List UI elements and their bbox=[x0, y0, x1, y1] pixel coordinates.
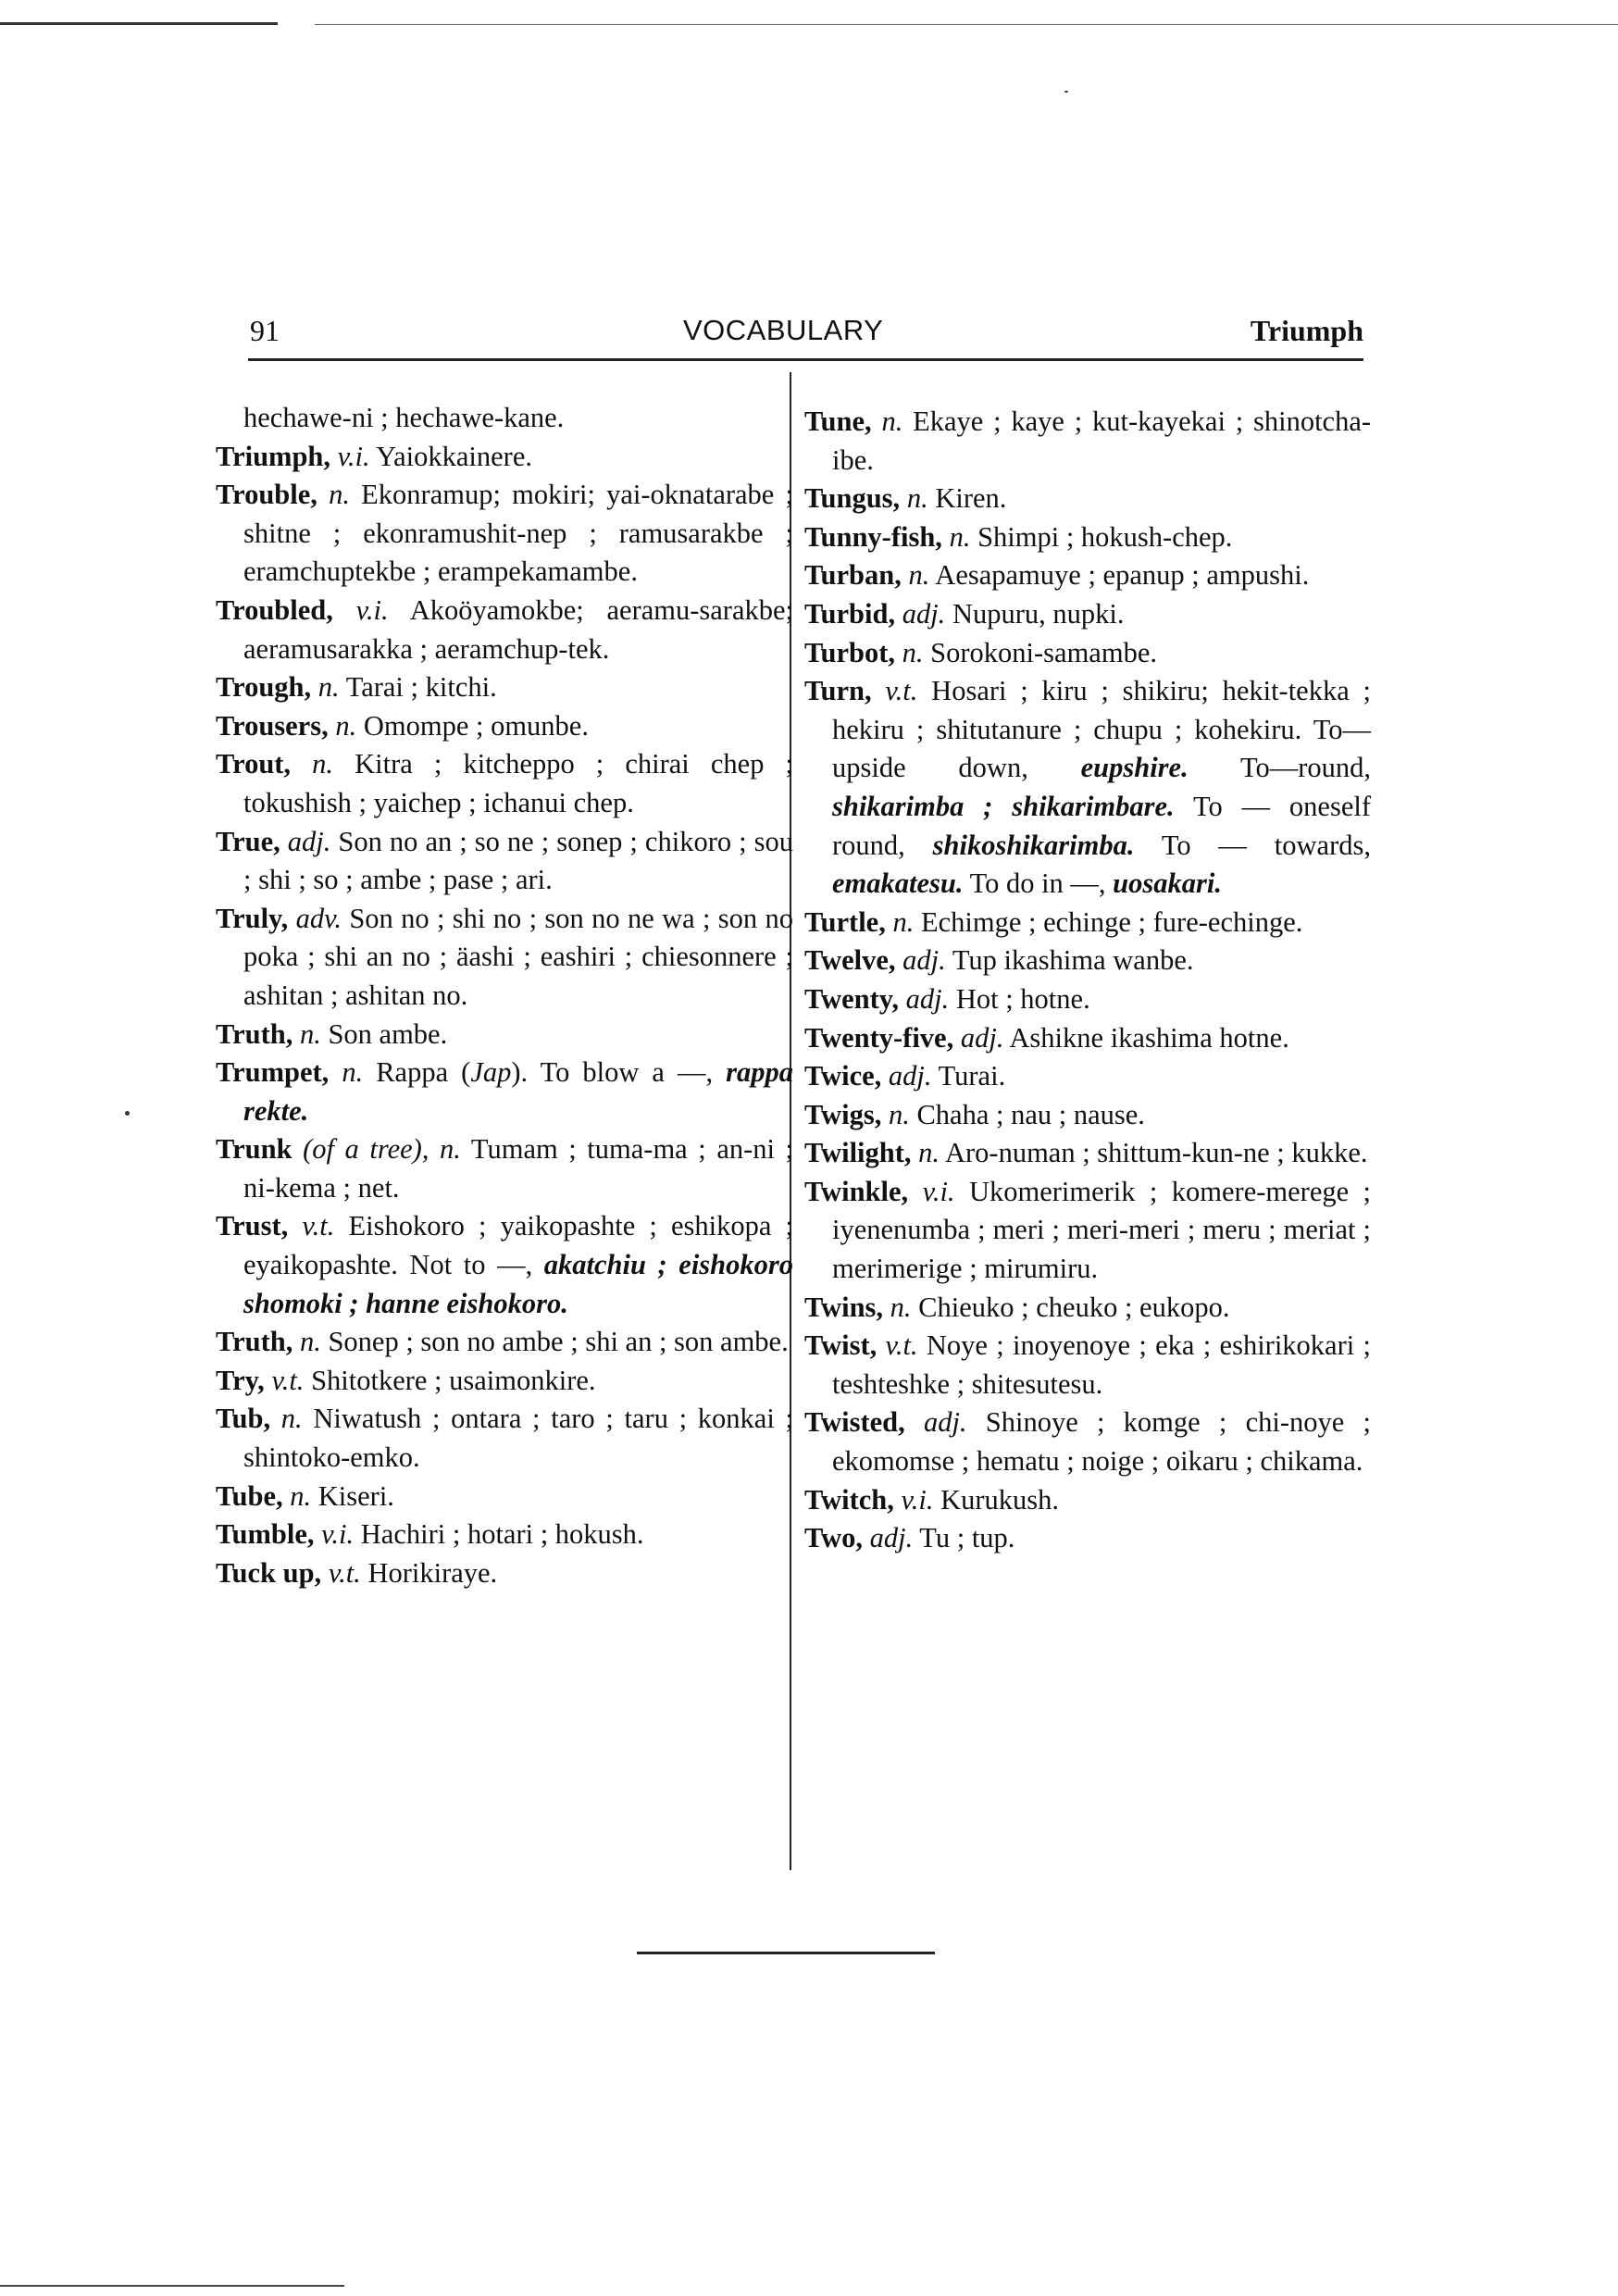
entry-part-of-speech: n. bbox=[329, 479, 350, 511]
entry-definition: Tumam ; tuma-ma ; an-ni ; ni-kema ; net. bbox=[243, 1133, 794, 1204]
dictionary-entry bbox=[804, 1019, 1371, 1058]
right-column bbox=[804, 403, 1371, 1558]
entry-qualifier: (of a tree), bbox=[303, 1133, 429, 1166]
dictionary-entry bbox=[804, 1096, 1371, 1135]
entry-headword: Tub, bbox=[216, 1403, 271, 1435]
entry-part-of-speech: n. bbox=[908, 559, 930, 592]
entry-part-of-speech: adj. bbox=[902, 597, 946, 630]
entry-definition: To—round, bbox=[1239, 752, 1372, 784]
entry-definition: Ekonramup; mokiri; yai-oknatarabe ; shitne ; ekonramushit-nep ; ramusarakbe ; eramchuptekbe ; erampekamambe. bbox=[243, 479, 794, 588]
entry-definition: Kitra ; kitcheppo ; chirai chep ; tokushish ; yaichep ; ichanui chep. bbox=[243, 748, 794, 818]
entry-headword: Try, bbox=[216, 1364, 265, 1396]
entry-headword: Troubled, bbox=[216, 593, 333, 626]
entry-definition: Ashikne ikashima hotne. bbox=[1009, 1021, 1289, 1054]
entry-part-of-speech: v.i. bbox=[321, 1518, 355, 1551]
entry-headword: Tungus, bbox=[804, 482, 901, 515]
entry-headword: Twenty, bbox=[804, 982, 899, 1015]
entry-definition: Tup ikashima wanbe. bbox=[952, 944, 1194, 977]
entry-definition: To — oneself round, bbox=[832, 790, 1372, 861]
entry-definition: Tarai ; kitchi. bbox=[345, 671, 497, 704]
entry-definition: Noye ; inoyenoye ; eka ; eshirikokari ; teshteshke ; shitesutesu. bbox=[832, 1329, 1372, 1400]
dictionary-entry bbox=[216, 707, 793, 746]
entry-definition: Horikiraye. bbox=[367, 1556, 498, 1589]
dictionary-entry bbox=[804, 1404, 1371, 1480]
dictionary-entry bbox=[804, 480, 1371, 518]
entry-definition: Kiseri. bbox=[317, 1479, 394, 1512]
end-rule bbox=[637, 1952, 935, 1954]
entry-part-of-speech: n. bbox=[290, 1479, 312, 1512]
entry-headword: Twigs, bbox=[804, 1098, 882, 1130]
dictionary-entry bbox=[804, 1519, 1371, 1558]
dictionary-entry bbox=[804, 403, 1371, 480]
entry-definition: Rappa ( bbox=[376, 1056, 471, 1089]
entry-definition: hechawe-ni ; hechawe-kane. bbox=[243, 402, 565, 433]
entry-definition: Chieuko ; cheuko ; eukopo. bbox=[918, 1291, 1230, 1323]
entry-definition: ). To blow a —, bbox=[511, 1056, 714, 1089]
entry-headword: Twinkle, bbox=[804, 1175, 909, 1207]
dictionary-entry bbox=[216, 1478, 793, 1516]
entry-headword: Twist, bbox=[804, 1329, 877, 1362]
dictionary-entry bbox=[216, 476, 793, 592]
page-number: 91 bbox=[250, 314, 280, 347]
entry-definition: Echimge ; echinge ; fure-echinge. bbox=[920, 905, 1303, 938]
dictionary-entry bbox=[216, 438, 793, 477]
entry-headword: Trust, bbox=[216, 1210, 289, 1242]
entry-part-of-speech: adj. bbox=[287, 825, 331, 857]
entry-part-of-speech: v.i. bbox=[337, 440, 370, 472]
dictionary-entry bbox=[804, 672, 1371, 904]
entry-headword: Triumph, bbox=[216, 440, 331, 472]
entry-definition: Son ambe. bbox=[328, 1017, 448, 1050]
dictionary-entry bbox=[216, 1362, 793, 1401]
entry-headword: Truth, bbox=[216, 1326, 293, 1358]
entry-headword: Tumble, bbox=[216, 1518, 315, 1551]
dictionary-entry bbox=[804, 1134, 1371, 1173]
entry-definition: Chaha ; nau ; nause. bbox=[916, 1098, 1145, 1130]
dictionary-entry bbox=[804, 1173, 1371, 1289]
entry-headword: Truth, bbox=[216, 1017, 293, 1050]
entry-headword: Trunk bbox=[216, 1133, 292, 1166]
dictionary-entry bbox=[216, 592, 793, 668]
entry-headword: True, bbox=[216, 825, 280, 857]
entry-part-of-speech: v.i. bbox=[922, 1175, 955, 1207]
entry-definition: Shimpi ; hokush-chep. bbox=[977, 520, 1233, 553]
entry-part-of-speech: v.i. bbox=[355, 593, 389, 626]
page-header bbox=[248, 312, 1363, 361]
running-title: VOCABULARY bbox=[683, 314, 884, 346]
entry-definition: Aesapamuye ; epanup ; ampushi. bbox=[935, 559, 1310, 592]
dictionary-entry bbox=[804, 595, 1371, 634]
entry-definition: Shinoye ; komge ; chi-noye ; ekomomse ; hematu ; noige ; oikaru ; chikama. bbox=[832, 1406, 1371, 1478]
entry-headword: Trumpet, bbox=[216, 1056, 330, 1089]
entry-headword: Tuck up, bbox=[216, 1556, 322, 1589]
entry-definition: Kurukush. bbox=[940, 1483, 1060, 1516]
entry-note: Jap bbox=[470, 1056, 512, 1089]
entry-definition: Akoöyamokbe; aeramu-sarakbe; aeramusarakka ; aeramchup-tek. bbox=[243, 593, 794, 665]
dictionary-entry bbox=[804, 1327, 1371, 1404]
dictionary-entry bbox=[216, 1207, 793, 1323]
entry-part-of-speech: n. bbox=[312, 748, 334, 780]
stray-mark bbox=[125, 1111, 130, 1116]
entry-definition: Shitotkere ; usaimonkire. bbox=[311, 1364, 596, 1396]
entry-definition: Son no an ; so ne ; sonep ; chikoro ; sou ; shi ; so ; ambe ; pase ; ari. bbox=[243, 825, 793, 896]
entry-definition: Tu ; tup. bbox=[919, 1522, 1015, 1554]
entry-part-of-speech: n. bbox=[317, 671, 340, 704]
dictionary-entry bbox=[216, 1400, 793, 1477]
entry-example: eupshire. bbox=[1080, 752, 1189, 784]
entry-definition: Aro-numan ; shittum-kun-ne ; kukke. bbox=[944, 1137, 1368, 1169]
entry-part-of-speech: n. bbox=[906, 482, 928, 515]
entry-definition: To — towards, bbox=[1161, 829, 1371, 861]
entry-definition: Omompe ; omunbe. bbox=[363, 709, 589, 742]
entry-headword: Twenty-five, bbox=[804, 1021, 954, 1054]
dictionary-entry bbox=[216, 1516, 793, 1554]
entry-headword: Trough, bbox=[216, 671, 312, 704]
dictionary-entry bbox=[804, 1057, 1371, 1096]
entry-part-of-speech: v.t. bbox=[885, 675, 918, 707]
entry-example: shikoshikarimba. bbox=[932, 829, 1135, 861]
entry-definition: Son no ; shi no ; son no ne wa ; son no poka ; shi an no ; äashi ; eashiri ; chiesonnere ; ashitan ; ashitan no. bbox=[243, 902, 793, 1011]
entry-example: shikarimba ; shikarimbare. bbox=[832, 790, 1175, 822]
left-column bbox=[216, 399, 793, 1592]
guide-word: Triumph bbox=[1250, 314, 1363, 347]
entry-definition: Kiren. bbox=[935, 482, 1007, 515]
entry-headword: Two, bbox=[804, 1522, 863, 1554]
dictionary-entry bbox=[804, 980, 1371, 1019]
dictionary-entry bbox=[804, 904, 1371, 942]
entry-headword: Turbot, bbox=[804, 636, 896, 668]
entry-headword: Turtle, bbox=[804, 905, 886, 938]
entry-headword: Twelve, bbox=[804, 944, 896, 977]
top-scan-rule bbox=[0, 22, 278, 25]
entry-part-of-speech: v.t. bbox=[271, 1364, 305, 1396]
entry-headword: Turban, bbox=[804, 559, 902, 592]
dictionary-entry bbox=[216, 900, 793, 1016]
entry-definition: Hosari ; kiru ; shikiru; hekit-tekka ; hekiru ; shitutanure ; chupu ; kohekiru. To—upside down, bbox=[832, 675, 1371, 784]
entry-part-of-speech: n. bbox=[888, 1098, 910, 1130]
entry-headword: Tune, bbox=[804, 406, 872, 437]
entry-headword: Truly, bbox=[216, 902, 289, 934]
entry-part-of-speech: adj. bbox=[960, 1021, 1004, 1054]
entry-definition: Sonep ; son no ambe ; shi an ; son ambe. bbox=[328, 1326, 789, 1358]
entry-headword: Tunny-fish, bbox=[804, 520, 942, 553]
entry-example: akatchiu ; eishokoro shomoki ; hanne eishokoro. bbox=[243, 1249, 793, 1319]
entry-definition: To do in —, bbox=[969, 867, 1106, 900]
entry-part-of-speech: n. bbox=[918, 1137, 940, 1169]
entry-part-of-speech: n. bbox=[902, 636, 924, 668]
dictionary-entry bbox=[216, 823, 793, 900]
entry-part-of-speech: n. bbox=[335, 709, 357, 742]
dictionary-entry bbox=[216, 1554, 793, 1593]
entry-definition: Hachiri ; hotari ; hokush. bbox=[360, 1518, 644, 1551]
entry-headword: Turn, bbox=[804, 675, 872, 707]
dictionary-entry bbox=[216, 1054, 793, 1130]
entry-definition: Sorokoni-samambe. bbox=[930, 636, 1157, 668]
entry-definition: Yaiokkainere. bbox=[376, 440, 532, 472]
entry-part-of-speech: n. bbox=[280, 1403, 303, 1435]
top-scan-rule-thin bbox=[315, 24, 1618, 25]
dictionary-entry bbox=[804, 556, 1371, 595]
entry-part-of-speech: adj. bbox=[923, 1406, 967, 1439]
entry-part-of-speech: v.t. bbox=[328, 1556, 361, 1589]
entry-part-of-speech: v.i. bbox=[901, 1483, 934, 1516]
entry-headword: Twilight, bbox=[804, 1137, 912, 1169]
dictionary-entry bbox=[804, 634, 1371, 673]
dictionary-entry bbox=[216, 1130, 793, 1207]
entry-part-of-speech: n. bbox=[440, 1133, 461, 1166]
entry-definition: Ukomerimerik ; komere-merege ; iyenenumba ; meri ; meri-meri ; meru ; meriat ; merimerige ; mirumiru. bbox=[832, 1175, 1372, 1285]
entry-example: uosakari. bbox=[1113, 867, 1222, 900]
entry-definition: Turai. bbox=[938, 1060, 1006, 1092]
entry-part-of-speech: n. bbox=[949, 520, 971, 553]
entry-part-of-speech: n. bbox=[299, 1326, 321, 1358]
entry-part-of-speech: n. bbox=[299, 1017, 321, 1050]
entry-part-of-speech: adj. bbox=[869, 1522, 914, 1554]
entry-definition: Nupuru, nupki. bbox=[952, 597, 1125, 630]
dictionary-entry bbox=[804, 1481, 1371, 1520]
entry-headword: Twisted, bbox=[804, 1406, 905, 1439]
dictionary-entry bbox=[216, 668, 793, 707]
dictionary-entry bbox=[804, 518, 1371, 557]
entry-part-of-speech: n. bbox=[892, 905, 915, 938]
entry-headword: Tube, bbox=[216, 1479, 283, 1512]
dictionary-entry bbox=[216, 745, 793, 822]
stray-mark bbox=[1064, 91, 1068, 93]
entry-part-of-speech: v.t. bbox=[885, 1329, 918, 1362]
entry-part-of-speech: adj. bbox=[902, 944, 946, 977]
dictionary-entry bbox=[216, 1323, 793, 1362]
dictionary-entry bbox=[216, 399, 793, 438]
entry-part-of-speech: adj. bbox=[888, 1060, 932, 1092]
entry-headword: Twins, bbox=[804, 1291, 884, 1323]
entry-definition: Eishokoro ; yaikopashte ; eshikopa ; eyaikopashte. Not to —, bbox=[243, 1210, 793, 1281]
entry-definition: Niwatush ; ontara ; taro ; taru ; konkai ; shintoko-emko. bbox=[243, 1403, 793, 1474]
dictionary-entry bbox=[216, 1016, 793, 1054]
entry-headword: Turbid, bbox=[804, 597, 896, 630]
entry-headword: Trout, bbox=[216, 748, 292, 780]
entry-definition: Hot ; hotne. bbox=[955, 982, 1090, 1015]
entry-headword: Twice, bbox=[804, 1060, 882, 1092]
entry-part-of-speech: n. bbox=[342, 1056, 364, 1089]
entry-headword: Trouble, bbox=[216, 479, 317, 511]
dictionary-entry bbox=[804, 942, 1371, 980]
entry-definition: Ekaye ; kaye ; kut-kayekai ; shinotcha-ibe. bbox=[832, 406, 1372, 476]
entry-part-of-speech: n. bbox=[881, 406, 903, 437]
entry-headword: Twitch, bbox=[804, 1483, 894, 1516]
entry-example: rappa rekte. bbox=[243, 1056, 794, 1127]
dictionary-entry bbox=[804, 1289, 1371, 1328]
entry-part-of-speech: n. bbox=[890, 1291, 912, 1323]
entry-example: emakatesu. bbox=[832, 867, 964, 900]
entry-part-of-speech: adj. bbox=[905, 982, 950, 1015]
bottom-scan-rule bbox=[0, 2285, 344, 2287]
entry-headword: Trousers, bbox=[216, 709, 329, 742]
entry-part-of-speech: v.t. bbox=[302, 1210, 335, 1242]
entry-part-of-speech: adv. bbox=[295, 902, 342, 934]
